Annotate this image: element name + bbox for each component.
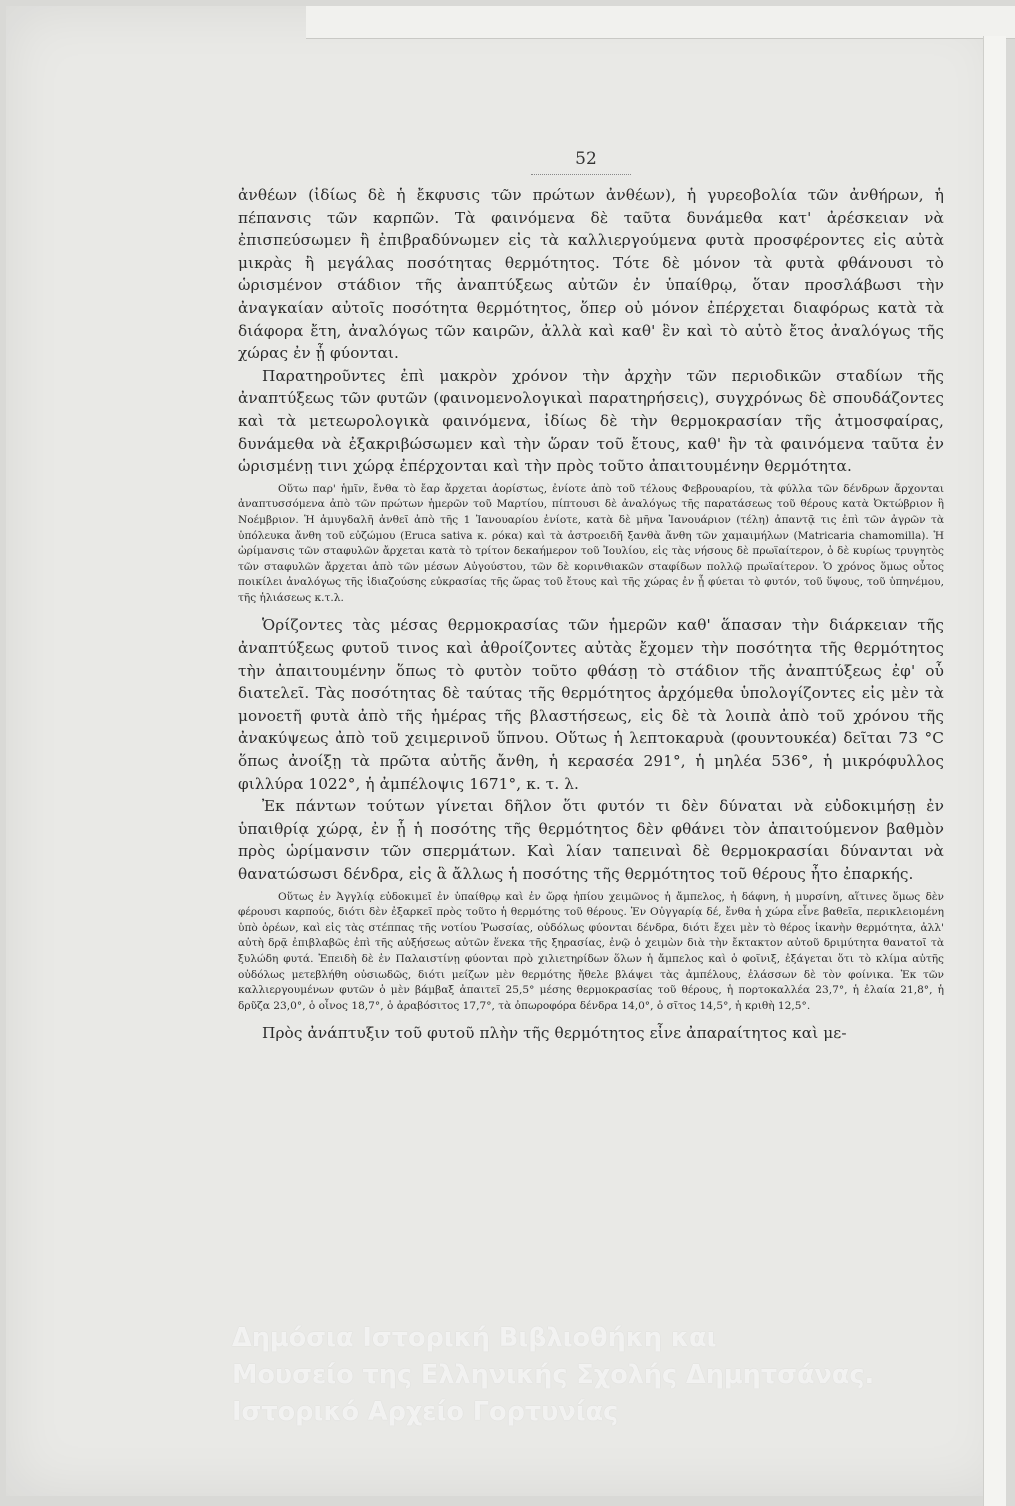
paragraph-2: Παρατηροῦντες ἐπὶ μακρὸν χρόνον τὴν ἀρχὴν τῶν περιοδικῶν σταδίων τῆς ἀναπτύξεως τῶν φυτῶν (φαινομενολογικαὶ παρατηρήσεις), συγχρόνως δὲ σπουδάζοντες καὶ τὰ μετεωρολογικὰ φαινόμενα, ἰδίως δὲ τὴν θερμοκρασίαν τῆς ἀτμοσφαίρας, δυνάμεθα νὰ ἐξακριβώσωμεν καὶ τὴν ὥραν τοῦ ἔτους, καθ' ἣν τὰ φαινόμενα ταῦτα ἐν ὡρισμένῃ τινι χώρᾳ ἐπέρχονται καὶ τὴν πρὸς τοῦτο ἀπαιτουμένην θερμότητα. [238, 366, 944, 476]
scanned-page [6, 6, 1006, 1496]
header-rule [531, 174, 631, 176]
footnote-1: Οὕτω παρ' ἡμῖν, ἔνθα τὸ ἔαρ ἄρχεται ἀορίστως, ἐνίοτε ἀπὸ τοῦ τέλους Φεβρουαρίου, τὰ φύλλα τῶν δένδρων ἄρχονται ἀναπτυσσόμενα ἀπὸ τῶν πρώτων ἡμερῶν τοῦ Μαρτίου, πίπτουσι δὲ ἀναλόγως τῆς παρατάσεως τοῦ θέρους κατὰ Ὀκτώβριον ἢ Νοέμβριον. Ἡ ἀμυγδαλῆ ἀνθεῖ ἀπὸ τῆς 1 Ἰανουαρίου ἐνίοτε, κατὰ δὲ μῆνα Ἰανουάριον (τέλη) ἀπαντᾷ τις ἐπὶ τῶν ἀγρῶν τὰ ὑπόλευκα ἄνθη τοῦ εὐζώμου (Eruca sativa κ. ρόκα) καὶ τὰ ἀστροειδῆ ξανθὰ ἄνθη τῶν χαμαιμήλων (Matricaria chamomilla). Ἡ ὡρίμανσις τῶν σταφυλῶν ἄρχεται κατὰ τὸ τρίτον δεκαήμερον τοῦ Ἰουλίου, εἰς τὰς νήσους δὲ πρωϊαίτερον, ὁ δὲ κυρίως τρυγητὸς τῶν σταφυλῶν ἄρχεται ἀπὸ τῶν μέσων Αὐγούστου, τῶν δὲ κορινθιακῶν σταφίδων πολλῷ πρωϊαίτερον. Ὁ χρόνος ὅμως οὗτος ποικίλει ἀναλόγως τῆς ἰδιαζούσης εὐκρασίας τῆς ὥρας τοῦ ἔτους καὶ τῆς χώρας ἐν ᾗ φύεται τὸ φυτόν, τοῦ ὕψους, τοῦ ὑπηνέμου, τῆς ἡλιάσεως κ.τ.λ. [238, 482, 944, 604]
text-column [238, 184, 944, 1045]
paragraph-4: Ἐκ πάντων τούτων γίνεται δῆλον ὅτι φυτόν τι δὲν δύναται νὰ εὐδοκιμήσῃ ἐν ὑπαιθρίᾳ χώρᾳ, ἐν ᾗ ἡ ποσότης τῆς θερμότητος δὲν φθάνει τὸν ἀπαιτούμενον βαθμὸν πρὸς ὡρίμανσιν τῶν σπερμάτων. Καὶ λίαν ταπειναὶ δὲ θερμοκρασίαι δύνανται νὰ θανατώσωσι δένδρα, εἰς ἃ ἄλλως ἡ ποσότης τῆς θερμότητος τοῦ θέρους ἦτο ἐπαρκής. [238, 797, 944, 883]
watermark-line-2: Μουσείο της Ελληνικής Σχολής Δημητσάνας. [232, 1360, 875, 1390]
watermark-line-1: Δημόσια Ιστορική Βιβλιοθήκη και [232, 1323, 717, 1353]
page-edge-top [306, 6, 1015, 39]
page-number: 52 [575, 149, 597, 169]
paragraph-5: Πρὸς ἀνάπτυξιν τοῦ φυτοῦ πλὴν τῆς θερμότητος εἶνε ἀπαραίτητος καὶ με- [262, 1024, 847, 1043]
footnote-2: Οὕτως ἐν Ἀγγλίᾳ εὐδοκιμεῖ ἐν ὑπαίθρῳ καὶ ἐν ὥρᾳ ἠπίου χειμῶνος ἡ ἄμπελος, ἡ δάφνη, ἡ μυρσίνη, αἵτινες ὅμως δὲν φέρουσι καρπούς, διότι δὲν ἐξαρκεῖ πρὸς τοῦτο ἡ θερμότης τοῦ θέρους. Ἐν Οὐγγαρίᾳ δέ, ἔνθα ἡ χώρα εἶνε βαθεῖα, περικλειομένη ὑπὸ ὀρέων, καὶ εἰς τὰς στέππας τῆς νοτίου Ῥωσσίας, οὐδόλως φύονται δένδρα, διότι ἔχει μὲν τὸ θέρος ἱκανὴν θερμότητα, ἀλλ' αὐτὴ δρᾷ ἐπιβλαβῶς ἐπὶ τῆς αὐξήσεως αὐτῶν ἕνεκα τῆς ξηρασίας, ἐνῷ ὁ χειμὼν διὰ τὴν ἔκτακτον αὐτοῦ δριμύτητα θανατοῖ τὰ ξυλώδη φυτά. Ἐπειδὴ δὲ ἐν Παλαιστίνῃ φύονται πρὸ χιλιετηρίδων ὅλων ἡ ἄμπελος καὶ ὁ φοῖνιξ, ἐξάγεται ὅτι τὸ κλίμα αὐτῆς οὐδόλως μετεβλήθη οὐσιωδῶς, διότι μείζων μὲν θερμότης ἤθελε βλάψει τὰς ἀμπέλους, ἐλάσσων δὲ τὸν φοίνικα. Ἐκ τῶν καλλιεργουμένων φυτῶν ὁ μὲν βάμβαξ ἀπαιτεῖ 25,5° μέσης θερμοκρασίας τοῦ θέρους, ἡ πορτοκαλλέα 23,7°, ἡ ἐλαία 21,8°, ἡ δρῦζα 23,0°, ὁ οἶνος 18,7°, ὁ ἀραβόσιτος 17,7°, τὰ ὀπωροφόρα δένδρα 14,0°, ὁ σῖτος 14,5°, ἡ κριθὴ 12,5°. [238, 890, 944, 1012]
paragraph-1: ἀνθέων (ἰδίως δὲ ἡ ἔκφυσις τῶν πρώτων ἀνθέων), ἡ γυρεοβολία τῶν ἀνθήρων, ἡ πέπανσις τῶν καρπῶν. Τὰ φαινόμενα δὲ ταῦτα δυνάμεθα κατ' ἀρέσκειαν νὰ ἐπισπεύσωμεν ἢ ἐπιβραδύνωμεν εἰς τὰ καλλιεργούμενα φυτὰ προσφέροντες εἰς αὐτὰ μικρὰς ἢ μεγάλας ποσότητας θερμότητος. Τότε δὲ μόνον τὰ φυτὰ φθάνουσι τὸ ὡρισμένον στάδιον τῆς ἀναπτύξεως αὐτῶν ἐν ὑπαίθρῳ, ὅταν προσλάβωσι τὴν ἀναγκαίαν αὐτοῖς ποσότητα θερμότητος, ὅπερ οὐ μόνον ἐπέρχεται διαφόρως κατὰ τὰ διάφορα ἔτη, ἀναλόγως τῶν καιρῶν, ἀλλὰ καὶ καθ' ἓν καὶ τὸ αὐτὸ ἔτος ἀναλόγως τῆς χώρας ἐν ᾗ φύονται. [238, 186, 944, 363]
page-edge-right [983, 36, 1006, 1506]
paragraph-3: Ὁρίζοντες τὰς μέσας θερμοκρασίας τῶν ἡμερῶν καθ' ἅπασαν τὴν διάρκειαν τῆς ἀναπτύξεως φυτοῦ τινος καὶ ἀθροίζοντες αὐτὰς ἔχομεν τὴν ποσότητα τῆς θερμότητος τὴν ἀπαιτουμένην ὅπως τὸ φυτὸν τοῦτο φθάσῃ τὸ στάδιον τῆς ἀναπτύξεως ἐφ' οὗ διατελεῖ. Τὰς ποσότητας δὲ ταύτας τῆς θερμότητος ἀρχόμεθα ὑπολογίζοντες εἰς μὲν τὰ μονοετῆ φυτὰ ἀπὸ τῆς ἡμέρας τῆς βλαστήσεως, εἰς δὲ τὰ λοιπὰ ἀπὸ τοῦ χρόνου τῆς ἀνακύψεως ἀπὸ τοῦ χειμερινοῦ ὕπνου. Οὕτως ἡ λεπτοκαρυὰ (φουντουκέα) δεῖται 73 °C ὅπως ἀνοίξῃ τὰ πρῶτα αὐτῆς ἄνθη, ἡ κερασέα 291°, ἡ μηλέα 536°, ἡ μικρόφυλλος φιλλύρα 1022°, ἡ ἀμπέλοψις 1671°, κ. τ. λ. [238, 616, 944, 793]
library-watermark [232, 1320, 992, 1431]
watermark-line-3: Ιστορικό Αρχείο Γορτυνίας [232, 1397, 619, 1427]
